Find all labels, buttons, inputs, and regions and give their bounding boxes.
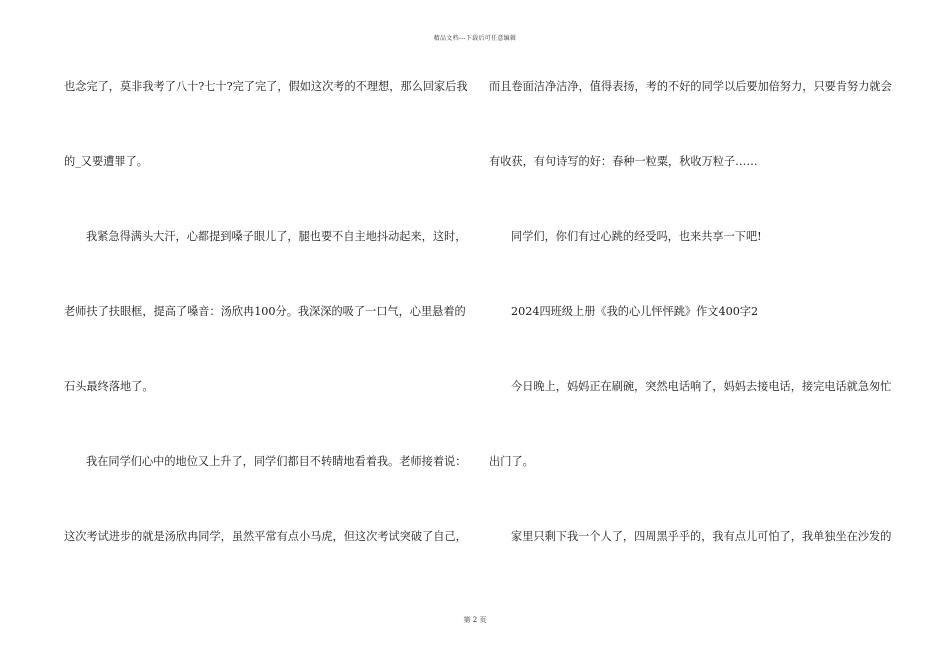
- text-line: 这次考试进步的就是汤欣冉同学，虽然平常有点小马虎，但这次考试突破了自己，: [64, 530, 467, 543]
- text-line: 而且卷面洁净洁净，值得表扬，考的不好的同学以后要加倍努力，只要肯努力就会: [489, 80, 892, 93]
- text-line: 老师扶了扶眼框，提高了嗓音：汤欣冉100分。我深深的吸了一口气，心里悬着的: [64, 305, 466, 318]
- text-line: 出门了。: [489, 455, 534, 468]
- text-line: 也念完了，莫非我考了八十?七十?完了完了，假如这次考的不理想，那么回家后我: [64, 80, 468, 93]
- text-line: 今日晚上，妈妈正在刷碗，突然电话响了，妈妈去接电话，接完电话就急匆忙: [511, 380, 892, 393]
- text-line: 同学们，你们有过心跳的经受吗，也来共享一下吧!: [511, 230, 762, 243]
- text-line: 我紧急得满头大汗，心都提到嗓子眼儿了，腿也要不自主地抖动起来，这时，: [86, 230, 467, 243]
- text-line: 我在同学们心中的地位又上升了，同学们都目不转睛地看着我。老师接着说：: [86, 455, 467, 468]
- text-line: 有收获，有句诗写的好：春种一粒粟，秋收万粒子……: [489, 155, 758, 168]
- text-line: 石头最终落地了。: [64, 380, 154, 393]
- text-line: 家里只剩下我一个人了，四周黑乎乎的，我有点儿可怕了，我单独坐在沙发的: [511, 530, 892, 543]
- page-header: 精品文档---下载后可任意编辑: [433, 35, 517, 42]
- text-line: 的_又要遭罪了。: [64, 155, 148, 168]
- page-number: 第 2 页: [463, 616, 487, 624]
- text-line: 2024四班级上册《我的心儿怦怦跳》作文400字2: [511, 305, 759, 318]
